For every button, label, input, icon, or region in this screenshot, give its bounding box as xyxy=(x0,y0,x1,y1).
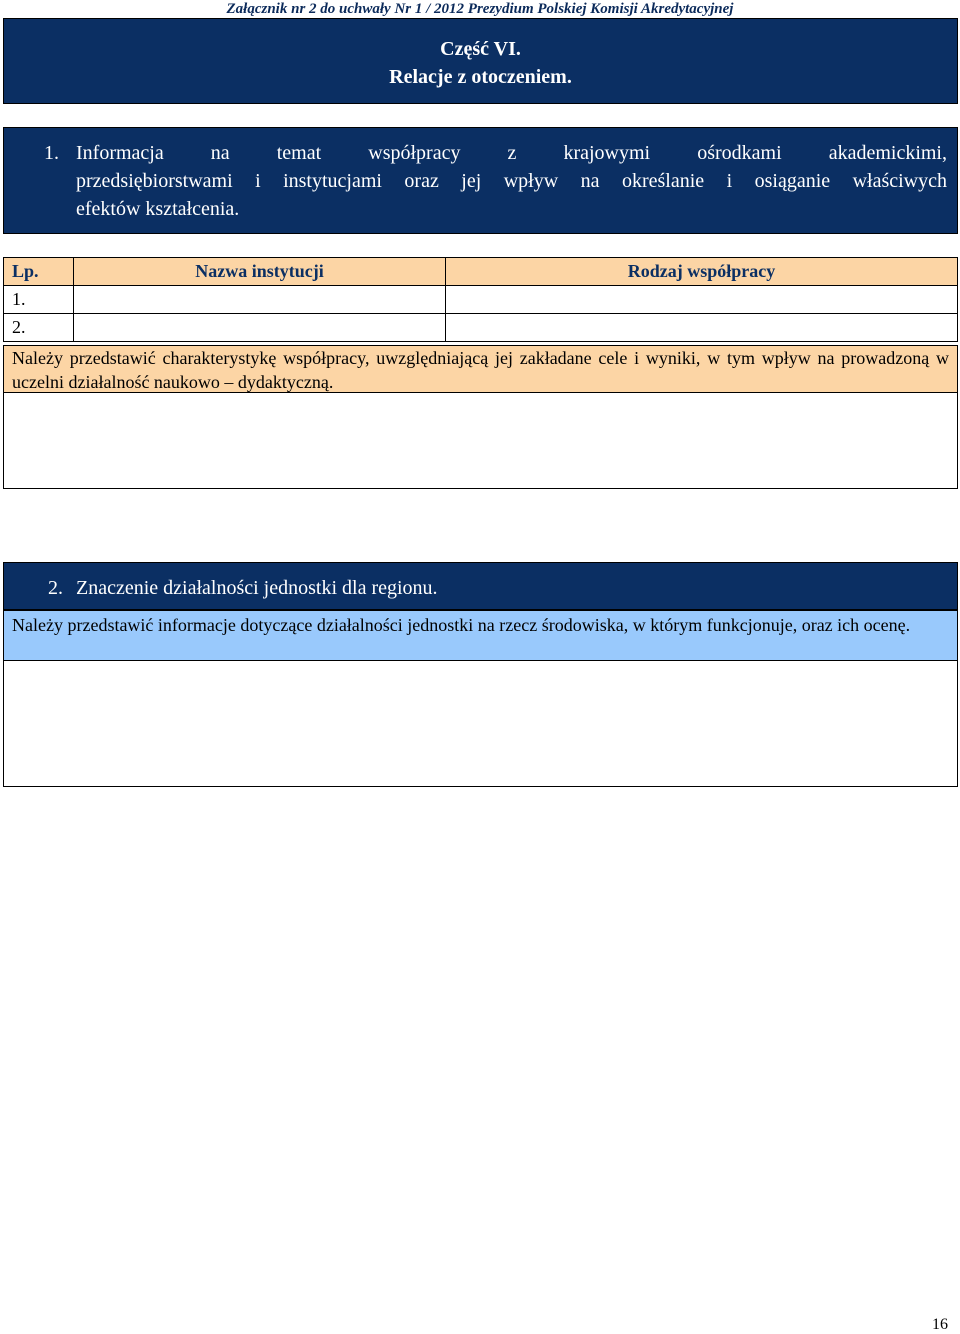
part-number: Część VI. xyxy=(440,38,521,60)
header-institution-name: Nazwa instytucji xyxy=(74,258,446,286)
section1-number: 1. xyxy=(44,142,59,164)
instruction-region: Należy przedstawić informacje dotyczące działalności jednostki na rzecz środowiska, w którym funkcjonuje, oraz ich ocenę. xyxy=(3,610,958,661)
row-institution-name[interactable] xyxy=(74,286,446,314)
row-lp: 2. xyxy=(4,314,74,342)
row-cooperation-type[interactable] xyxy=(446,314,958,342)
part-title-box xyxy=(3,18,958,104)
section1-title-line2: przedsiębiorstwami i instytucjami oraz jej wpływ na określanie i osiąganie właściwych xyxy=(76,170,947,192)
table-row xyxy=(4,286,958,314)
page-number: 16 xyxy=(932,1316,948,1333)
section1-title-line3: efektów kształcenia. xyxy=(76,198,240,220)
attachment-header-note: Załącznik nr 2 do uchwały Nr 1 / 2012 Prezydium Polskiej Komisji Akredytacyjnej xyxy=(226,1,734,17)
table-header-row xyxy=(4,258,958,286)
section1-title-line1: Informacja na temat współpracy z krajowymi ośrodkami akademickimi, xyxy=(76,142,947,164)
instruction-cooperation: Należy przedstawić charakterystykę współpracy, uwzględniającą jej zakładane cele i wyniki, w tym wpływ na prowadzoną w uczelni działalność naukowo – dydaktyczną. xyxy=(3,345,958,393)
section2-title: Znaczenie działalności jednostki dla regionu. xyxy=(76,577,438,599)
header-cooperation-type: Rodzaj współpracy xyxy=(446,258,958,286)
table-row xyxy=(4,314,958,342)
section2-heading xyxy=(3,562,958,610)
cooperation-description-field[interactable] xyxy=(3,392,958,489)
row-cooperation-type[interactable] xyxy=(446,286,958,314)
row-institution-name[interactable] xyxy=(74,314,446,342)
part-title: Relacje z otoczeniem. xyxy=(389,66,572,88)
region-description-field[interactable] xyxy=(3,660,958,787)
section2-number: 2. xyxy=(48,577,63,599)
cooperation-table xyxy=(3,257,958,342)
section1-heading xyxy=(3,127,958,234)
header-lp: Lp. xyxy=(4,258,74,286)
row-lp: 1. xyxy=(4,286,74,314)
